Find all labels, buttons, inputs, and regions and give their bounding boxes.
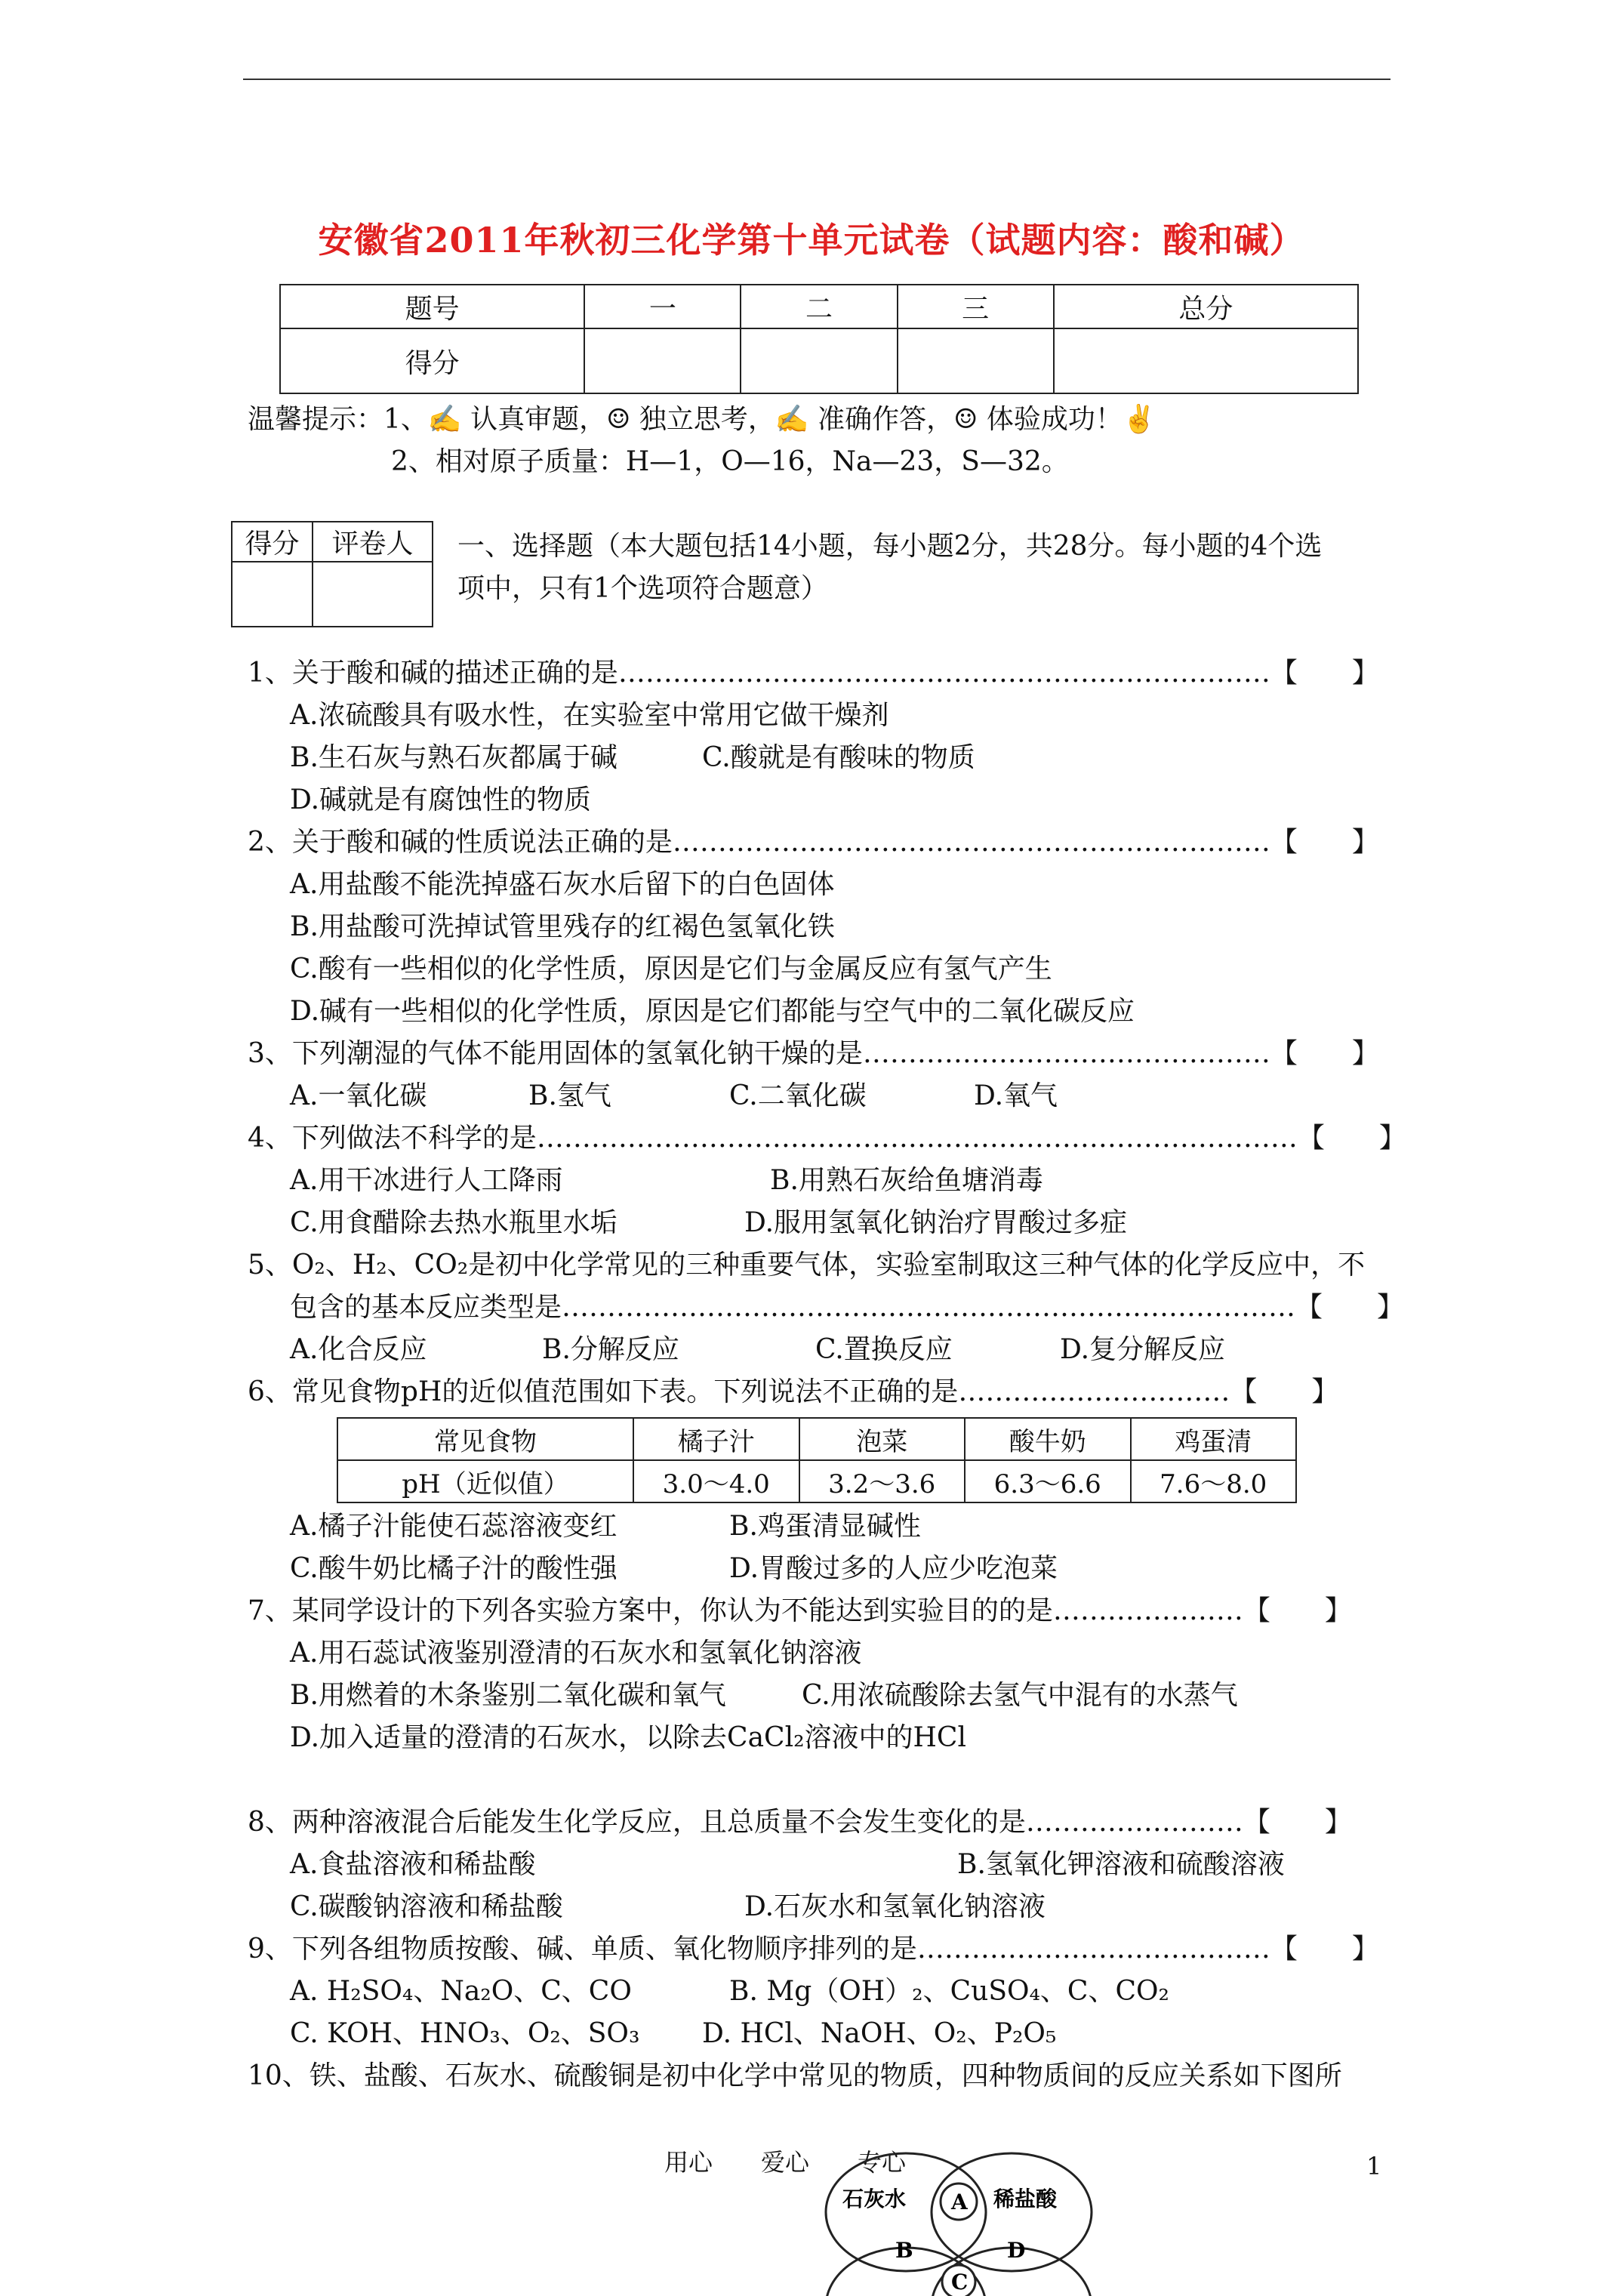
ph-cell: 6.3～6.6 [965,1460,1131,1502]
option: A.用干冰进行人工降雨 [290,1165,563,1196]
venn-label: C [951,2270,969,2294]
footer-text: 用心 爱心 专心 [664,2148,907,2177]
option: C.酸牛奶比橘子汁的酸性强 [290,1553,617,1584]
question-stem-cont: 包含的基本反应类型是………………………………………………………………………【 】 [290,1292,1405,1323]
grader-cell [313,562,433,627]
option: C.用食醋除去热水瓶里水垢 [290,1207,617,1238]
option: B.生石灰与熟石灰都属于碱 [290,742,617,773]
option: A.化合反应 [290,1334,427,1365]
question-stem: 8、两种溶液混合后能发生化学反应，且总质量不会发生变化的是……………………【 】 [248,1807,1352,1838]
tip-line-2: 2、相对原子质量：H—1，O—16，Na—23，S—32。 [391,446,1069,477]
option: D.加入适量的澄清的石灰水，以除去CaCl₂溶液中的HCl [290,1722,966,1753]
score-header: 题号 [280,285,584,328]
ph-header: 泡菜 [799,1418,965,1460]
option: D.胃酸过多的人应少吃泡菜 [729,1553,1058,1584]
score-header: 一 [584,285,741,328]
option: C.二氧化碳 [729,1080,867,1111]
option: D.复分解反应 [1060,1334,1226,1365]
option: A.浓硫酸具有吸水性，在实验室中常用它做干燥剂 [290,700,889,731]
question-stem: 2、关于酸和碱的性质说法正确的是…………………………………………………………【 】 [248,827,1379,858]
venn-label: B [895,2238,913,2263]
question-stem: 5、O₂、H₂、CO₂是初中化学常见的三种重要气体，实验室制取这三种气体的化学反应中，不 [248,1250,1366,1281]
question-stem: 3、下列潮湿的气体不能用固体的氢氧化钠干燥的是………………………………………【 】 [248,1038,1379,1069]
section-heading-cont: 项中，只有1个选项符合题意） [457,573,828,604]
score-header: 总分 [1054,285,1358,328]
score-table [279,284,1359,394]
question-stem: 9、下列各组物质按酸、碱、单质、氧化物顺序排列的是…………………………………【 】 [248,1934,1379,1965]
ph-cell: pH（近似值） [337,1460,633,1502]
grader-name-label: 评卷人 [313,522,433,562]
option: B.分解反应 [542,1334,679,1365]
venn-label: A [951,2190,968,2214]
score-row-label: 得分 [280,328,584,393]
option: C.碳酸钠溶液和稀盐酸 [290,1891,563,1922]
option: A.食盐溶液和稀盐酸 [290,1849,536,1880]
ph-header: 鸡蛋清 [1131,1418,1297,1460]
ph-header: 常见食物 [337,1418,633,1460]
ph-table [337,1417,1297,1503]
venn-label: D [1007,2238,1026,2263]
question-stem: 1、关于酸和碱的描述正确的是………………………………………………………………【 】 [248,658,1379,689]
venn-label: 石灰水 [842,2187,907,2211]
option: D. HCl、NaOH、O₂、P₂O₅ [702,2018,1057,2049]
option: B.氢氧化钾溶液和硫酸溶液 [957,1849,1285,1880]
page-number: 1 [1366,2152,1382,2180]
option: B.氢气 [528,1080,611,1111]
option: A.橘子汁能使石蕊溶液变红 [290,1511,617,1542]
option: D.服用氢氧化钠治疗胃酸过多症 [744,1207,1128,1238]
ph-header: 酸牛奶 [965,1418,1131,1460]
ph-header: 橘子汁 [633,1418,799,1460]
option: B.用盐酸可洗掉试管里残存的红褐色氢氧化铁 [290,911,835,942]
option: A.用石蕊试液鉴别澄清的石灰水和氢氧化钠溶液 [290,1638,862,1669]
option: B.用熟石灰给鱼塘消毒 [770,1165,1043,1196]
score-header: 三 [898,285,1054,328]
option: C.酸就是有酸味的物质 [702,742,975,773]
page-title: 安徽省2011年秋初三化学第十单元试卷（试题内容：酸和碱） [318,220,1305,260]
option: C.用浓硫酸除去氢气中混有的水蒸气 [802,1680,1238,1711]
ph-cell: 3.0～4.0 [633,1460,799,1502]
score-cell [741,328,897,393]
score-cell [584,328,741,393]
option: B.鸡蛋清显碱性 [729,1511,921,1542]
score-header: 二 [741,285,897,328]
section-heading: 一、选择题（本大题包括14小题，每小题2分，共28分。每小题的4个选 [457,531,1323,562]
ph-cell: 7.6～8.0 [1131,1460,1297,1502]
option: C.置换反应 [815,1334,953,1365]
venn-diagram [823,2144,1110,2296]
header-rule [243,79,1390,80]
grader-score-label: 得分 [232,522,313,562]
option: B. Mg（OH）₂、CuSO₄、C、CO₂ [729,1976,1169,2007]
grader-cell [232,562,313,627]
option: C.酸有一些相似的化学性质，原因是它们与金属反应有氢气产生 [290,954,1052,985]
option: D.氧气 [974,1080,1058,1111]
venn-label: 稀盐酸 [993,2187,1058,2211]
question-stem: 7、某同学设计的下列各实验方案中，你认为不能达到实验目的的是…………………【 】 [248,1595,1352,1626]
tip-line-1: 温馨提示：1、✍ 认真审题，☺ 独立思考，✍ 准确作答，☺ 体验成功！✌ [248,404,1156,435]
option: A. H₂SO₄、Na₂O、C、CO [290,1976,632,2007]
ph-cell: 3.2～3.6 [799,1460,965,1502]
option: D.石灰水和氢氧化钠溶液 [744,1891,1046,1922]
question-stem: 4、下列做法不科学的是…………………………………………………………………………【 】 [248,1123,1406,1154]
option: C. KOH、HNO₃、O₂、SO₃ [290,2018,640,2049]
score-cell [1054,328,1358,393]
option: B.用燃着的木条鉴别二氧化碳和氧气 [290,1680,726,1711]
question-stem: 10、铁、盐酸、石灰水、硫酸铜是初中化学中常见的物质，四种物质间的反应关系如下图所 [248,2060,1342,2091]
option: D.碱有一些相似的化学性质，原因是它们都能与空气中的二氧化碳反应 [290,996,1135,1027]
question-stem: 6、常见食物pH的近似值范围如下表。下列说法不正确的是…………………………【 】 [248,1376,1339,1407]
grader-table [231,521,433,627]
option: A.用盐酸不能洗掉盛石灰水后留下的白色固体 [290,869,835,900]
score-cell [898,328,1054,393]
option: D.碱就是有腐蚀性的物质 [290,784,592,815]
option: A.一氧化碳 [290,1080,427,1111]
